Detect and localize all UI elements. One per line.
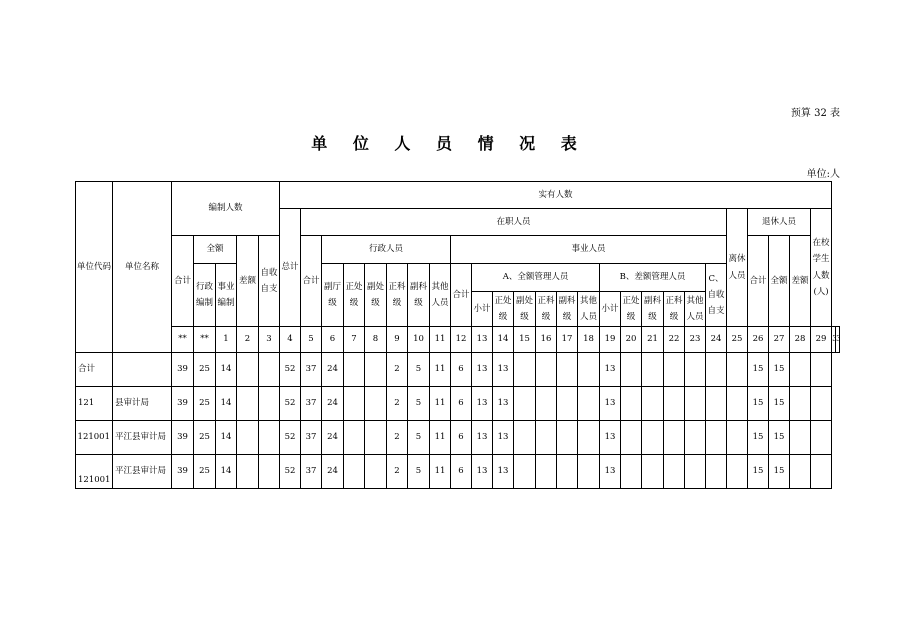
value-cell: [706, 353, 727, 387]
value-cell: 13: [493, 353, 514, 387]
header-deputy-division: 副处级: [365, 264, 387, 327]
value-cell: 13: [472, 387, 493, 421]
header-deputy-bureau: 副厅级: [322, 264, 344, 327]
num-cell: 6: [322, 327, 344, 353]
value-cell: [578, 353, 600, 387]
value-cell: [727, 387, 748, 421]
value-cell: [727, 455, 748, 489]
value-cell: [365, 353, 387, 387]
num-cell: 24: [706, 327, 727, 353]
value-cell: 13: [493, 387, 514, 421]
num-cell: 28: [790, 327, 811, 353]
value-cell: [621, 353, 642, 387]
value-cell: 25: [194, 387, 216, 421]
value-cell: [557, 421, 578, 455]
header-a-section: 正科级: [536, 292, 557, 327]
value-cell: 39: [172, 421, 194, 455]
value-cell: [259, 421, 280, 455]
value-cell: 37: [301, 421, 322, 455]
value-cell: [727, 421, 748, 455]
value-cell: [621, 387, 642, 421]
header-grand-total: 总计: [280, 209, 301, 327]
value-cell: [237, 421, 259, 455]
table-row: [76, 421, 840, 455]
value-cell: [514, 353, 536, 387]
unit-label: 单位:人: [806, 169, 840, 180]
table-row: [76, 387, 840, 421]
value-cell: [685, 421, 706, 455]
value-cell: [706, 455, 727, 489]
value-cell: [664, 455, 685, 489]
num-cell: 23: [685, 327, 706, 353]
value-cell: 6: [451, 421, 472, 455]
value-cell: [536, 455, 557, 489]
value-cell: [237, 387, 259, 421]
header-a-others: 其他人员: [578, 292, 600, 327]
value-cell: [259, 353, 280, 387]
num-cell: 12: [451, 327, 472, 353]
value-cell: 5: [408, 353, 430, 387]
header-inst-staffing: 事业编制: [216, 264, 237, 327]
value-cell: [642, 353, 664, 387]
header-difference: 差额: [237, 236, 259, 327]
value-cell: 13: [600, 353, 621, 387]
header-division: 正处级: [344, 264, 365, 327]
value-cell: 13: [472, 353, 493, 387]
header-retired-staff: 退休人员: [748, 209, 811, 236]
header-section: 正科级: [387, 264, 408, 327]
value-cell: 15: [748, 455, 769, 489]
value-cell: [514, 387, 536, 421]
num-cell: **: [172, 327, 194, 353]
value-cell: [706, 387, 727, 421]
table-row: [76, 353, 840, 387]
num-cell: [836, 327, 840, 353]
value-cell: [790, 421, 811, 455]
num-cell: 4: [280, 327, 301, 353]
header-b-others: 其他人员: [685, 292, 706, 327]
value-cell: [536, 353, 557, 387]
num-cell: 11: [430, 327, 451, 353]
value-cell: 25: [194, 455, 216, 489]
num-cell: 17: [557, 327, 578, 353]
value-cell: [578, 455, 600, 489]
num-cell: **: [194, 327, 216, 353]
value-cell: 52: [280, 455, 301, 489]
value-cell: 6: [451, 387, 472, 421]
unit-code-cell: 121001: [76, 455, 113, 489]
value-cell: [344, 455, 365, 489]
unit-name-cell: 平江县审计局: [113, 421, 172, 455]
personnel-table: [75, 181, 840, 489]
value-cell: 25: [194, 421, 216, 455]
value-cell: 13: [493, 421, 514, 455]
value-cell: [727, 353, 748, 387]
value-cell: 15: [769, 455, 790, 489]
value-cell: [365, 421, 387, 455]
value-cell: [259, 387, 280, 421]
value-cell: 11: [430, 421, 451, 455]
value-cell: [621, 455, 642, 489]
value-cell: 6: [451, 353, 472, 387]
num-cell: 20: [621, 327, 642, 353]
value-cell: [621, 421, 642, 455]
num-cell: 21: [642, 327, 664, 353]
header-students: 在校学生人数(人): [811, 209, 832, 327]
value-cell: [259, 455, 280, 489]
num-cell: 18: [578, 327, 600, 353]
header-retired-total: 合计: [748, 236, 769, 327]
value-cell: 15: [769, 353, 790, 387]
form-number: 预算 32 表: [790, 108, 840, 119]
unit-code-cell: 121001: [76, 421, 113, 455]
header-on-duty-total: 合计: [301, 236, 322, 327]
header-b-deputy-section: 副科级: [642, 292, 664, 327]
value-cell: 37: [301, 387, 322, 421]
value-cell: [664, 421, 685, 455]
num-cell: 10: [408, 327, 430, 353]
num-cell: 2: [237, 327, 259, 353]
value-cell: [706, 421, 727, 455]
num-cell: 25: [727, 327, 748, 353]
value-cell: 13: [600, 421, 621, 455]
value-cell: [578, 421, 600, 455]
value-cell: 5: [408, 421, 430, 455]
num-cell: 9: [387, 327, 408, 353]
value-cell: 2: [387, 353, 408, 387]
value-cell: [790, 353, 811, 387]
value-cell: [685, 455, 706, 489]
header-group-c: C、自收自支: [706, 264, 727, 327]
value-cell: 39: [172, 455, 194, 489]
value-cell: 24: [322, 353, 344, 387]
table-body: [76, 353, 840, 489]
value-cell: 11: [430, 353, 451, 387]
header-unit-name: 单位名称: [113, 182, 172, 353]
header-admin-staff: 行政人员: [322, 236, 451, 264]
header-full-amount: 全额: [194, 236, 237, 264]
value-cell: 15: [748, 353, 769, 387]
value-cell: 24: [322, 421, 344, 455]
value-cell: [557, 387, 578, 421]
num-cell: 13: [472, 327, 493, 353]
value-cell: 52: [280, 387, 301, 421]
num-cell: 27: [769, 327, 790, 353]
value-cell: [237, 455, 259, 489]
value-cell: 13: [472, 421, 493, 455]
header-inst-staff: 事业人员: [451, 236, 727, 264]
value-cell: 2: [387, 421, 408, 455]
header-staffing: 编制人数: [172, 182, 280, 236]
header-admin-staffing: 行政编制: [194, 264, 216, 327]
value-cell: 5: [408, 387, 430, 421]
value-cell: [514, 455, 536, 489]
value-cell: 5: [408, 455, 430, 489]
header-group-a: A、全额管理人员: [472, 264, 600, 292]
value-cell: 13: [600, 455, 621, 489]
header-deputy-section: 副科级: [408, 264, 430, 327]
unit-name-cell: 平江县审计局: [113, 455, 172, 489]
value-cell: 13: [472, 455, 493, 489]
value-cell: 37: [301, 353, 322, 387]
num-cell: 16: [536, 327, 557, 353]
value-cell: 24: [322, 387, 344, 421]
value-cell: [811, 421, 832, 455]
value-cell: 37: [301, 455, 322, 489]
header-b-subtotal: 小计: [600, 292, 621, 327]
value-cell: 13: [493, 455, 514, 489]
value-cell: [514, 421, 536, 455]
num-cell: 14: [493, 327, 514, 353]
header-b-division: 正处级: [621, 292, 642, 327]
value-cell: 14: [216, 455, 237, 489]
unit-code-cell: 121: [76, 387, 113, 421]
unit-name-cell: [113, 353, 172, 387]
value-cell: [664, 387, 685, 421]
num-cell: 1: [216, 327, 237, 353]
num-cell: 22: [664, 327, 685, 353]
value-cell: [578, 387, 600, 421]
header-a-deputy-division: 副处级: [514, 292, 536, 327]
value-cell: [237, 353, 259, 387]
value-cell: 11: [430, 387, 451, 421]
value-cell: 6: [451, 455, 472, 489]
header-a-division: 正处级: [493, 292, 514, 327]
header-self-funded: 自收自支: [259, 236, 280, 327]
value-cell: [664, 353, 685, 387]
value-cell: [811, 353, 832, 387]
value-cell: 14: [216, 353, 237, 387]
header-unit-code: 单位代码: [76, 182, 113, 353]
page-title: 单 位 人 员 情 况 表: [311, 134, 587, 153]
value-cell: 39: [172, 387, 194, 421]
num-cell: 3: [259, 327, 280, 353]
value-cell: 15: [748, 421, 769, 455]
header-group-b: B、差额管理人员: [600, 264, 706, 292]
value-cell: [642, 387, 664, 421]
value-cell: [790, 387, 811, 421]
num-cell: 8: [365, 327, 387, 353]
value-cell: [365, 455, 387, 489]
value-cell: [344, 353, 365, 387]
num-cell: 7: [344, 327, 365, 353]
header-departed: 离休人员: [727, 209, 748, 327]
num-cell: 5: [301, 327, 322, 353]
value-cell: [790, 455, 811, 489]
value-cell: 15: [769, 421, 790, 455]
value-cell: 14: [216, 387, 237, 421]
value-cell: [536, 387, 557, 421]
value-cell: 15: [769, 387, 790, 421]
header-a-subtotal: 小计: [472, 292, 493, 327]
value-cell: [557, 455, 578, 489]
value-cell: [685, 353, 706, 387]
header-others: 其他人员: [430, 264, 451, 327]
header-actual: 实有人数: [280, 182, 832, 209]
value-cell: 39: [172, 353, 194, 387]
header-on-duty: 在职人员: [301, 209, 727, 236]
value-cell: [642, 421, 664, 455]
header-staffing-total: 合计: [172, 236, 194, 327]
value-cell: 2: [387, 455, 408, 489]
value-cell: 25: [194, 353, 216, 387]
value-cell: 2: [387, 387, 408, 421]
unit-code-cell: 合计: [76, 353, 113, 387]
num-cell: 19: [600, 327, 621, 353]
header-b-section: 正科级: [664, 292, 685, 327]
value-cell: 13: [600, 387, 621, 421]
value-cell: 11: [430, 455, 451, 489]
value-cell: [811, 455, 832, 489]
header-retired-diff: 差额: [790, 236, 811, 327]
num-cell: 26: [748, 327, 769, 353]
value-cell: [685, 387, 706, 421]
header-inst-total: 合计: [451, 264, 472, 327]
value-cell: 52: [280, 421, 301, 455]
value-cell: [365, 387, 387, 421]
value-cell: [344, 421, 365, 455]
table-row: [76, 455, 840, 489]
num-cell: 29: [811, 327, 832, 353]
value-cell: [557, 353, 578, 387]
header-retired-full: 全额: [769, 236, 790, 327]
value-cell: [536, 421, 557, 455]
num-cell: 15: [514, 327, 536, 353]
unit-name-cell: 县审计局: [113, 387, 172, 421]
value-cell: [811, 387, 832, 421]
value-cell: [642, 455, 664, 489]
header-a-deputy-section: 副科级: [557, 292, 578, 327]
value-cell: [344, 387, 365, 421]
value-cell: 24: [322, 455, 344, 489]
value-cell: 15: [748, 387, 769, 421]
value-cell: 52: [280, 353, 301, 387]
value-cell: 14: [216, 421, 237, 455]
